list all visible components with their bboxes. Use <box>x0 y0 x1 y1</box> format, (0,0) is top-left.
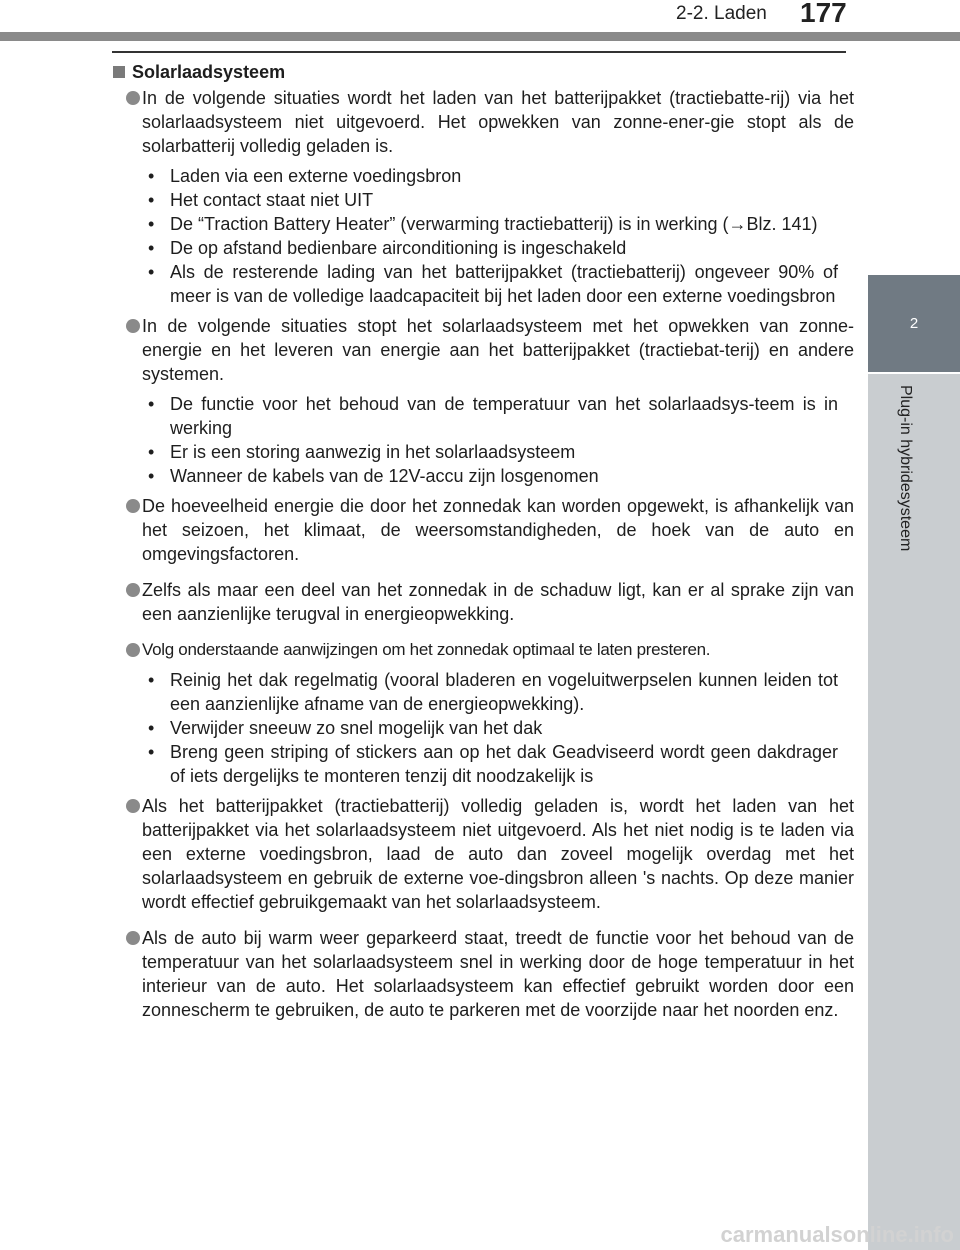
sub-list <box>112 668 854 788</box>
chapter-strip <box>868 374 960 1250</box>
bullet-paragraph <box>112 578 854 626</box>
list-item-text: De functie voor het behoud van de temperatuur van het solarlaadsys-teem is in werking <box>170 394 838 438</box>
circle-bullet-icon <box>126 643 140 657</box>
bullet-paragraph <box>112 314 854 386</box>
list-item-text: Het contact staat niet UIT <box>170 190 374 210</box>
square-bullet-icon <box>113 66 125 78</box>
sub-list <box>112 392 854 488</box>
bullet-paragraph <box>112 926 854 1022</box>
list-item-text: Breng geen striping of stickers aan op het dak Geadviseerd wordt geen dakdrager of iets dergelijks te monteren tenzij dit noodzakelijk is <box>170 742 838 786</box>
dot-bullet-icon: • <box>148 670 155 690</box>
paragraph-text: Als de auto bij warm weer geparkeerd staat, treedt de functie voor het behoud van de temperatuur van het solarlaadsysteem snel in werking door de hoge temperatuur in het interieur van de auto. Het solarlaadsysteem kan effectief gebruikt worden door een zonnescherm te gebruiken, de auto te parkeren met de voorzijde naar het noorden enz. <box>142 928 854 1020</box>
dot-bullet-icon: • <box>148 166 155 186</box>
list-item <box>112 440 854 464</box>
circle-bullet-icon <box>126 91 140 105</box>
list-item <box>112 212 854 236</box>
bullet-paragraph <box>112 638 854 662</box>
header-section-title: 2-2. Laden <box>676 3 767 24</box>
dot-bullet-icon: • <box>148 262 155 282</box>
list-item <box>112 188 854 212</box>
list-item-text: Verwijder sneeuw zo snel mogelijk van het dak <box>170 718 543 738</box>
list-item <box>112 236 854 260</box>
section-heading-text: Solarlaadsysteem <box>132 62 286 82</box>
list-item <box>112 164 854 188</box>
circle-bullet-icon <box>126 583 140 597</box>
page-content <box>112 60 854 1034</box>
paragraph-text: In de volgende situaties wordt het laden van het batterijpakket (tractiebatte-rij) via het solarlaadsysteem niet uitgevoerd. Het opwekken van zonne-ener-gie stopt als de solarbatterij volledig geladen is. <box>142 88 854 156</box>
circle-bullet-icon <box>126 319 140 333</box>
dot-bullet-icon: • <box>148 238 155 258</box>
dot-bullet-icon: • <box>148 394 155 414</box>
list-item-text: Reinig het dak regelmatig (vooral bladeren en vogeluitwerpselen kunnen leiden tot een aanzienlijke afname van de energieopwekking). <box>170 670 838 714</box>
list-item <box>112 392 854 440</box>
dot-bullet-icon: • <box>148 190 155 210</box>
header-divider <box>112 51 846 53</box>
list-item-text: Als de resterende lading van het batterijpakket (tractiebatterij) ongeveer 90% of meer is van de volledige laadcapaciteit bij het laden door een externe voedingsbron <box>170 262 838 306</box>
chapter-tab-number: 2 <box>909 315 919 332</box>
list-item <box>112 260 854 308</box>
section-heading <box>112 60 854 84</box>
chapter-label-text: Plug-in hybridesysteem <box>897 385 914 552</box>
list-item <box>112 464 854 488</box>
list-item <box>112 740 854 788</box>
bullet-paragraph <box>112 86 854 158</box>
list-item-text: De “Traction Battery Heater” (verwarming tractiebatterij) is in werking (→Blz. 141) <box>170 214 818 234</box>
circle-bullet-icon <box>126 499 140 513</box>
bullet-paragraph <box>112 494 854 566</box>
header-bar <box>0 32 960 41</box>
list-item-text: Wanneer de kabels van de 12V-accu zijn losgenomen <box>170 466 599 486</box>
list-item-text: Laden via een externe voedingsbron <box>170 166 462 186</box>
list-item-text: Er is een storing aanwezig in het solarlaadsysteem <box>170 442 576 462</box>
dot-bullet-icon: • <box>148 742 155 762</box>
circle-bullet-icon <box>126 931 140 945</box>
paragraph-text: Als het batterijpakket (tractiebatterij) volledig geladen is, wordt het laden van het batterijpakket via het solarlaadsysteem niet uitgevoerd. Als het niet nodig is te laden via een externe voedingsbron, laad de auto dan zoveel mogelijk overdag met het solarlaadsysteem en gebruik de externe voe-dingsbron alleen 's nachts. Op deze manier wordt effectief gebruikgemaakt van het solarlaadsysteem. <box>142 796 854 912</box>
bullet-paragraph <box>112 794 854 914</box>
dot-bullet-icon: • <box>148 466 155 486</box>
page-number: 177 <box>800 0 847 28</box>
watermark: carmanualsonline.info <box>720 1222 954 1247</box>
list-item-text: De op afstand bedienbare airconditioning is ingeschakeld <box>170 238 627 258</box>
paragraph-text: In de volgende situaties stopt het solarlaadsysteem met het opwekken van zonne-energie en het leveren van energie aan het batterijpakket (tractiebat-terij) en andere systemen. <box>142 316 854 384</box>
list-item <box>112 668 854 716</box>
sub-list <box>112 164 854 308</box>
paragraph-text: De hoeveelheid energie die door het zonnedak kan worden opgewekt, is afhankelijk van het seizoen, het klimaat, de weersomstandigheden, de hoek van de auto en omgevingsfactoren. <box>142 496 854 564</box>
dot-bullet-icon: • <box>148 214 155 234</box>
dot-bullet-icon: • <box>148 718 155 738</box>
circle-bullet-icon <box>126 799 140 813</box>
dot-bullet-icon: • <box>148 442 155 462</box>
paragraph-text: Zelfs als maar een deel van het zonnedak in de schaduw ligt, kan er al sprake zijn van een aanzienlijke terugval in energieopwekking. <box>142 580 854 624</box>
list-item <box>112 716 854 740</box>
paragraph-text: Volg onderstaande aanwijzingen om het zonnedak optimaal te laten presteren. <box>142 640 711 659</box>
